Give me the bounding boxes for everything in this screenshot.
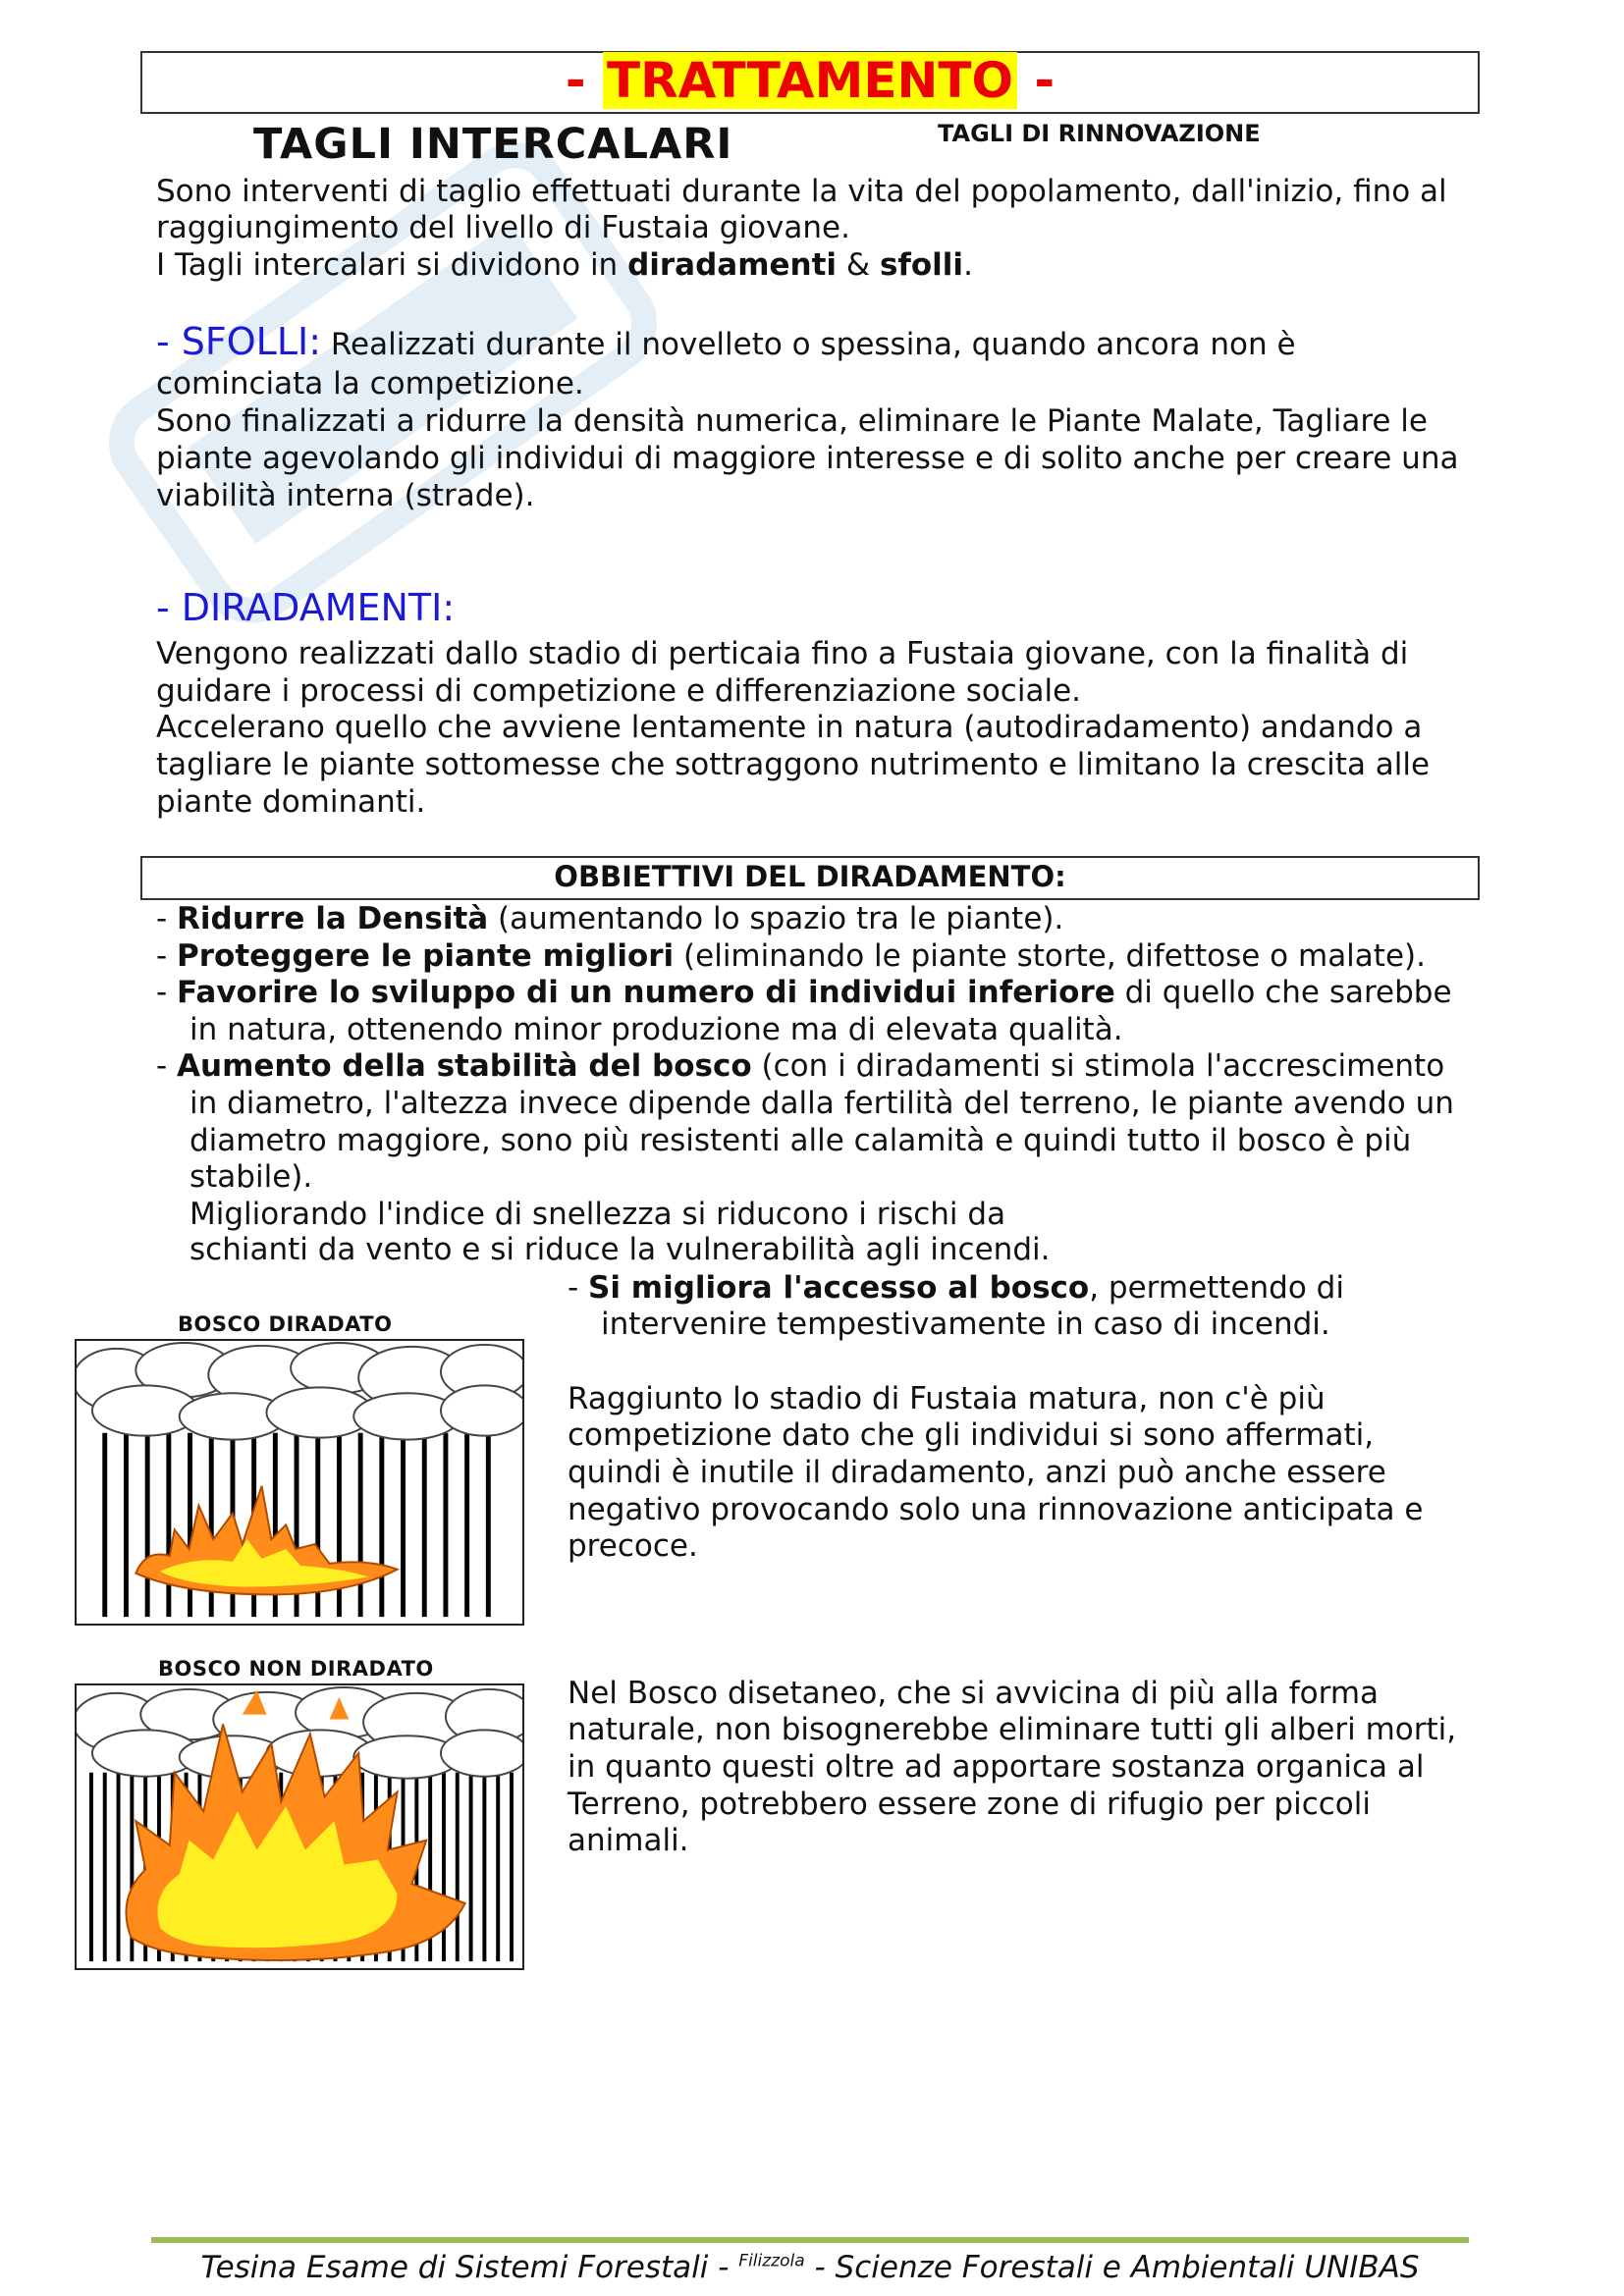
disetaneo-line-2: naturale, non bisognerebbe eliminare tutti gli alberi morti, — [568, 1712, 1457, 1747]
heading-tagli-rinnovazione: TAGLI DI RINNOVAZIONE — [938, 120, 1261, 147]
objective-5: - Si migliora l'accesso al bosco, permettendo di — [568, 1270, 1344, 1306]
objective-4-line-3: diametro maggiore, sono più resistenti alle calamità e quindi tutto il bosco è più — [189, 1123, 1412, 1158]
diradamenti-line-2: guidare i processi di competizione e differenziazione sociale. — [156, 673, 1082, 709]
footer-divider — [151, 2237, 1469, 2243]
sfolli-line-2: cominciata la competizione. — [156, 366, 584, 401]
intro-line-2: raggiungimento del livello di Fustaia giovane. — [156, 210, 850, 245]
intro-line-1: Sono interventi di taglio effettuati durante la vita del popolamento, dall'inizio, fino al — [156, 174, 1447, 209]
disetaneo-line-1: Nel Bosco disetaneo, che si avvicina di più alla forma — [568, 1676, 1380, 1711]
diradamenti-line-4: tagliare le piante sottomesse che sottraggono nutrimento e limitano la crescita alle — [156, 747, 1431, 782]
bosco-non-diradato-label: BOSCO NON DIRADATO — [158, 1657, 434, 1681]
objective-4-line-2: in diametro, l'altezza invece dipende dalla fertilità del terreno, le piante avendo un — [189, 1086, 1454, 1121]
bosco-diradato-illustration — [75, 1339, 524, 1626]
diradamenti-line-3: Accelerano quello che avviene lentamente in natura (autodiradamento) andando a — [156, 710, 1423, 745]
sfolli-title: - SFOLLI: — [156, 320, 322, 363]
intro-line-3: I Tagli intercalari si dividono in diradamenti & sfolli. — [156, 247, 973, 283]
sfolli-line-5: viabilità interna (strade). — [156, 478, 535, 513]
objective-4-line-4: stabile). — [189, 1159, 313, 1195]
objective-2: - Proteggere le piante migliori (eliminando le piante storte, difettose o malate). — [156, 938, 1426, 974]
bosco-diradato-label: BOSCO DIRADATO — [178, 1312, 393, 1336]
disetaneo-line-3: in quanto questi oltre ad apportare sostanza organica al — [568, 1749, 1425, 1785]
objective-4-line-5: Migliorando l'indice di snellezza si riducono i rischi da — [189, 1197, 1006, 1232]
diradamenti-title: - DIRADAMENTI: — [156, 586, 456, 629]
bosco-non-diradato-illustration — [75, 1683, 524, 1970]
diradamenti-line-1: Vengono realizzati dallo stadio di perticaia fino a Fustaia giovane, con la finalità di — [156, 636, 1409, 671]
diradamenti-line-5: piante dominanti. — [156, 784, 426, 820]
disetaneo-line-5: animali. — [568, 1823, 689, 1858]
sfolli-line-4: piante agevolando gli individui di maggiore interesse e di solito anche per creare una — [156, 441, 1459, 476]
fustaia-line-3: quindi è inutile il diradamento, anzi può anche essere — [568, 1455, 1386, 1490]
sfolli-line-1: - SFOLLI: Realizzati durante il novelleto o spessina, quando ancora non è — [156, 320, 1296, 363]
fustaia-line-1: Raggiunto lo stadio di Fustaia matura, non c'è più — [568, 1381, 1326, 1416]
fustaia-line-5: precoce. — [568, 1528, 698, 1564]
objective-1: - Ridurre la Densità (aumentando lo spazio tra le piante). — [156, 901, 1064, 936]
heading-tagli-intercalari: TAGLI INTERCALARI — [253, 120, 733, 169]
fustaia-line-4: negativo provocando solo una rinnovazione anticipata e — [568, 1492, 1424, 1527]
objective-4: - Aumento della stabilità del bosco (con i diradamenti si stimola l'accrescimento — [156, 1048, 1445, 1084]
page-title-highlight: TRATTAMENTO — [603, 52, 1017, 109]
page-footer: Tesina Esame di Sistemi Forestali - $^{Filizzola}$ - Scienze Forestali e Ambientali UNIBAS — [200, 2250, 1420, 2285]
sfolli-line-3: Sono finalizzati a ridurre la densità numerica, eliminare le Piante Malate, Tagliare le — [156, 403, 1428, 439]
objective-4-line-6: schianti da vento e si riduce la vulnerabilità agli incendi. — [189, 1232, 1051, 1267]
objectives-title: OBBIETTIVI DEL DIRADAMENTO: — [554, 860, 1066, 893]
objective-3: - Favorire lo sviluppo di un numero di individui inferiore di quello che sarebbe — [156, 975, 1452, 1010]
page-title: - TRATTAMENTO - — [565, 52, 1056, 109]
tree-canopy-clouds — [75, 1343, 524, 1440]
footer-author: Filizzola — [738, 2251, 805, 2271]
objective-5-line-2: intervenire tempestivamente in caso di incendi. — [601, 1307, 1330, 1342]
objective-3-line-2: in natura, ottenendo minor produzione ma di elevata qualità. — [189, 1012, 1123, 1047]
disetaneo-line-4: Terreno, potrebbero essere zone di rifugio per piccoli — [568, 1787, 1371, 1822]
fustaia-line-2: competizione dato che gli individui si sono affermati, — [568, 1417, 1375, 1453]
